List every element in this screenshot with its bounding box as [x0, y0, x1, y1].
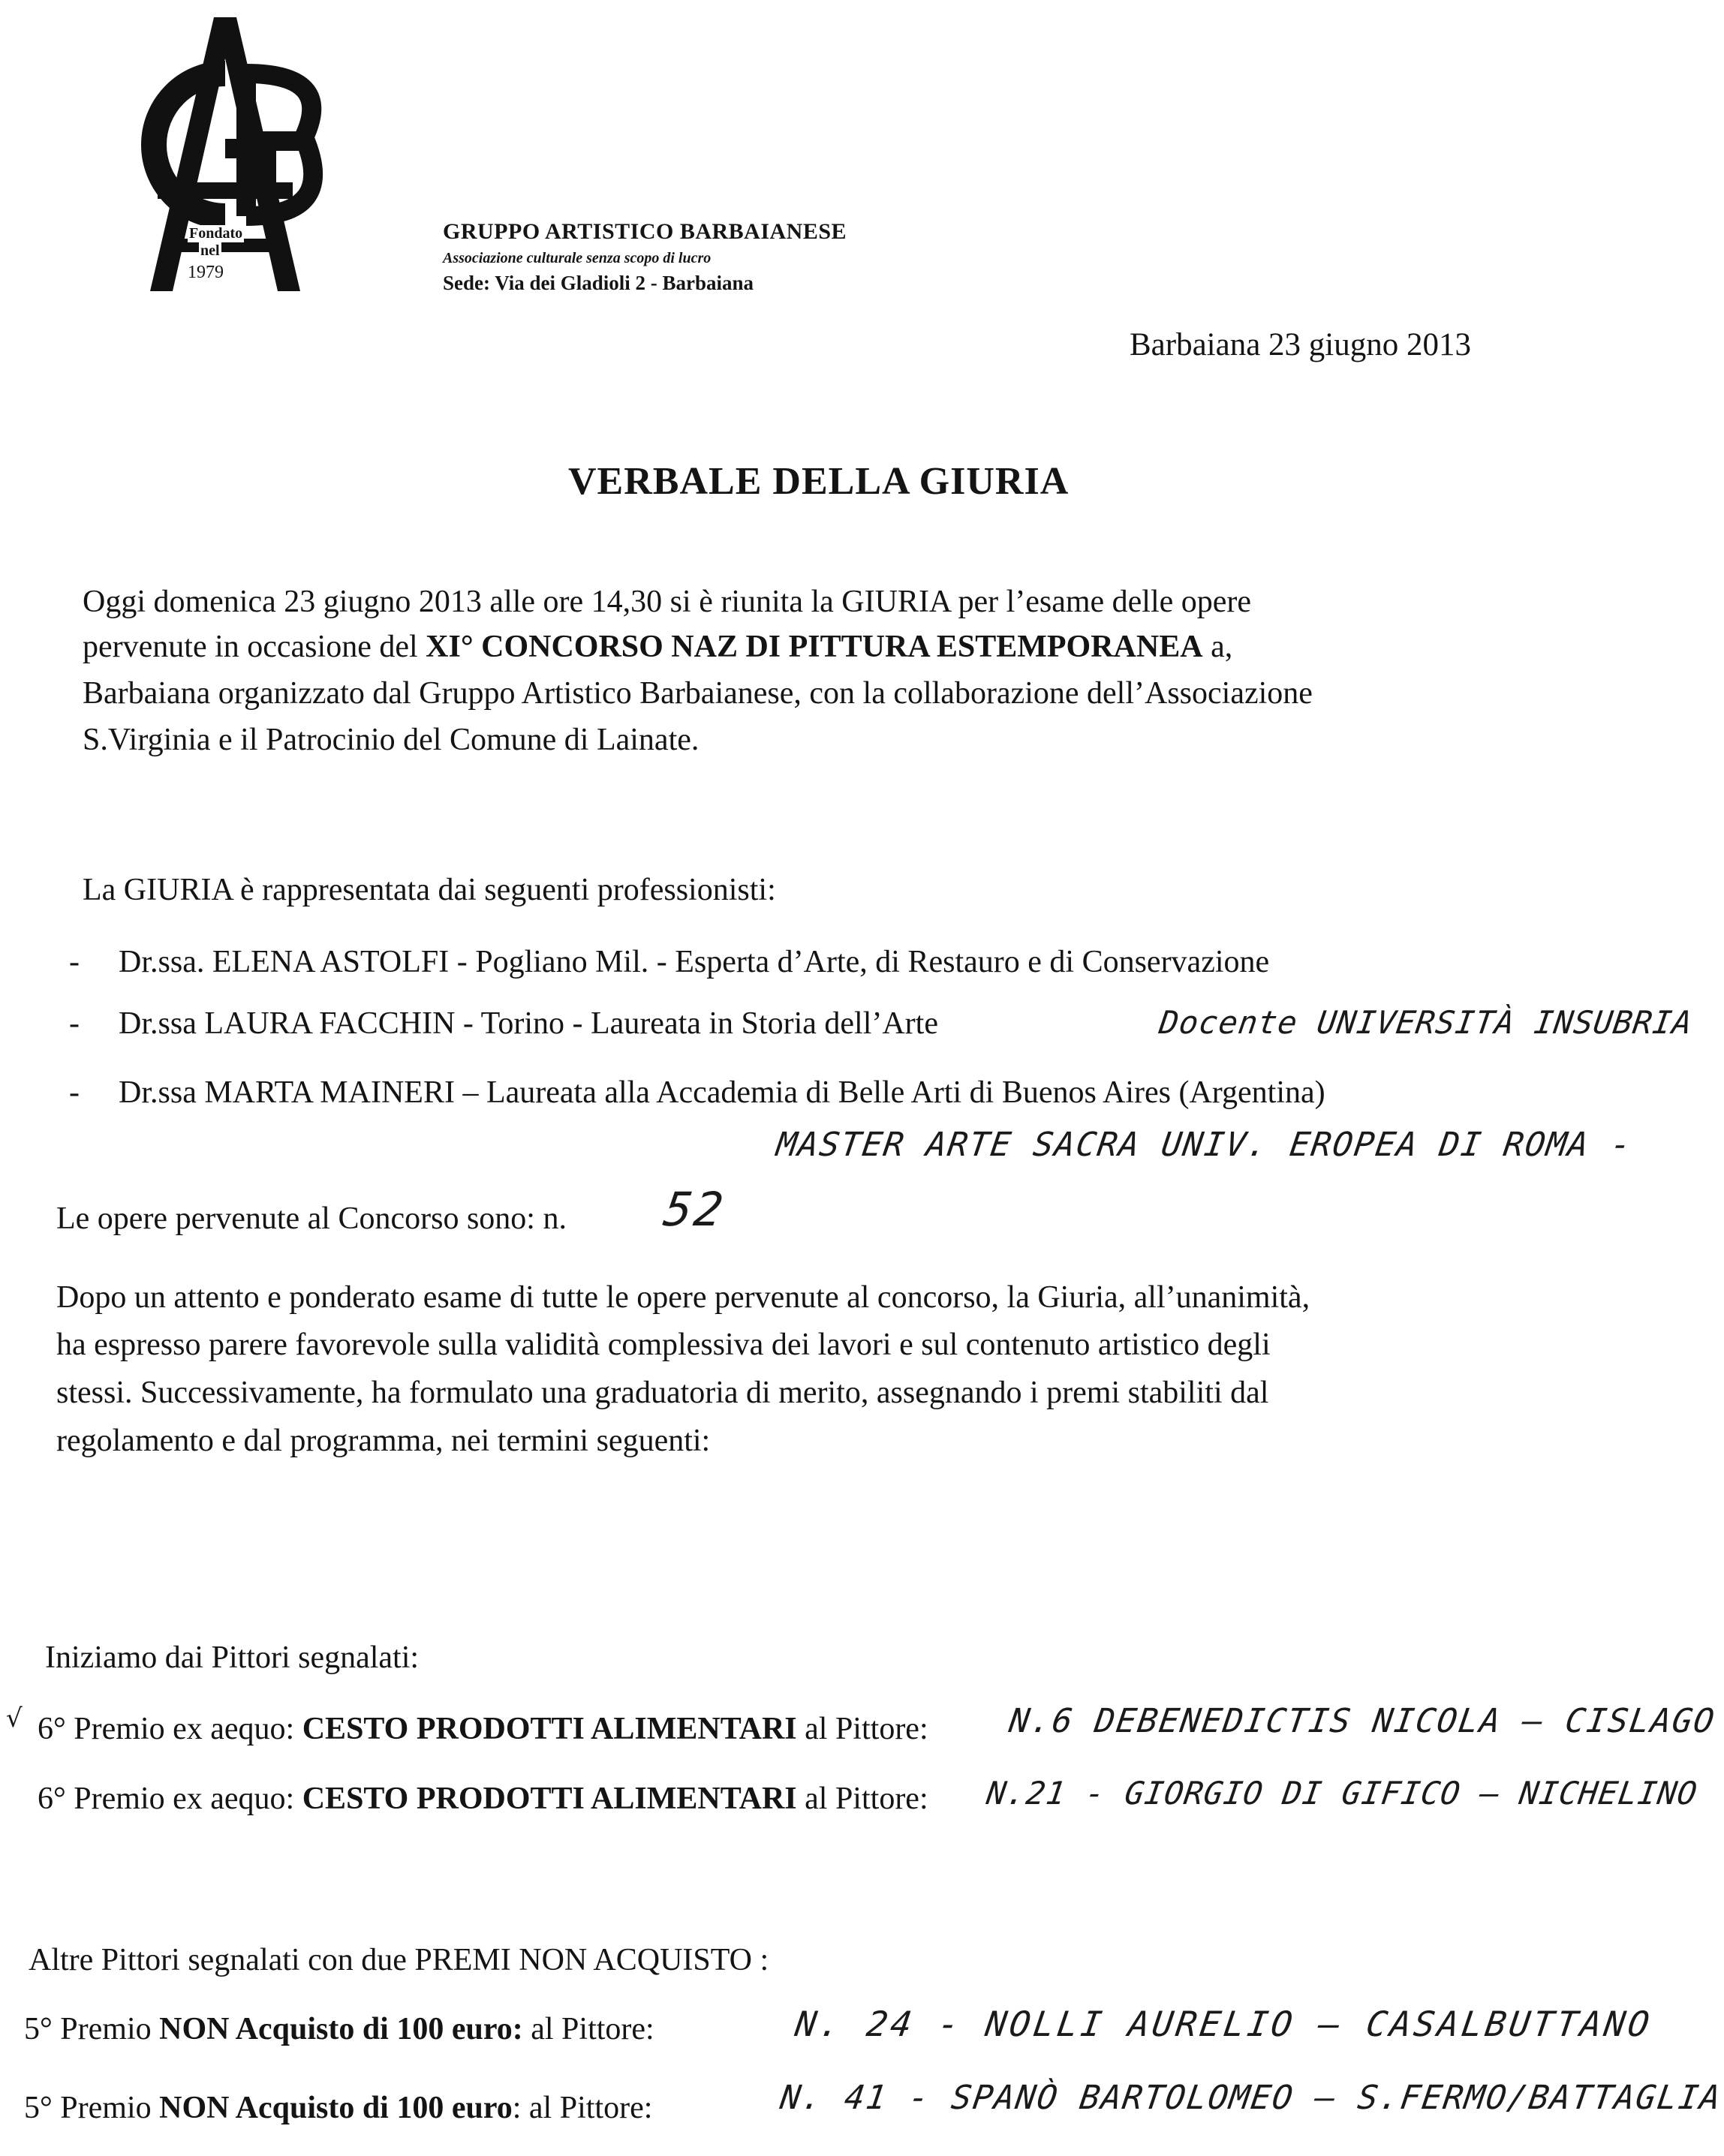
jury-member-3: Dr.ssa MARTA MAINERI – Laureata alla Accademia di Belle Arti di Buenos Aires (Argentina) — [119, 1075, 1325, 1110]
reported-prize-1-winner: N.6 DEBENEDICTIS NICOLA – CISLAGO — [1006, 1702, 1718, 1740]
easel-logo-graphic — [113, 14, 338, 314]
jury-member-1: Dr.ssa. ELENA ASTOLFI - Pogliano Mil. - Esperta d’Arte, di Restauro e di Conservazione — [119, 945, 1270, 979]
reported-intro: Iniziamo dai Pittori segnalati: — [45, 1640, 420, 1675]
org-subtitle: Associazione culturale senza scopo di lucro — [443, 250, 712, 266]
evaluation-line-1: Dopo un attento e ponderato esame di tutte le opere pervenute al concorso, la Giuria, all’unanimità, — [56, 1280, 1310, 1315]
intro-line-2: pervenute in occasione del XI° CONCORSO NAZ DI PITTURA ESTEMPORANEA a, — [83, 630, 1233, 664]
non-purchase-prize-1: 5° Premio NON Acquisto di 100 euro: al Pittore: — [24, 2012, 654, 2046]
non-purchase-prize-2-winner: N. 41 - SPANÒ BARTOLOMEO – S.FERMO/BATTAGLIA — [778, 2079, 1724, 2117]
jury-intro: La GIURIA è rappresentata dai seguenti professionisti: — [83, 873, 776, 907]
gab-logo — [113, 14, 338, 314]
evaluation-line-3: stessi. Successivamente, ha formulato una graduatoria di merito, assegnando i premi stabiliti dal — [56, 1376, 1269, 1410]
intro-line-4: S.Virginia e il Patrocinio del Comune di Lainate. — [83, 723, 700, 757]
org-name: GRUPPO ARTISTICO BARBAIANESE — [443, 219, 847, 244]
jury-member-3-bullet: - — [69, 1075, 80, 1110]
jury-member-2: Dr.ssa LAURA FACCHIN - Torino - Laureata in Storia dell’Arte — [119, 1006, 938, 1041]
reported-prize-1: 6° Premio ex aequo: CESTO PRODOTTI ALIMENTARI al Pittore: — [38, 1712, 928, 1746]
intro-line-1: Oggi domenica 23 giugno 2013 alle ore 14,30 si è riunita la GIURIA per l’esame delle opere — [83, 585, 1252, 619]
logo-founded-2: nel — [200, 242, 220, 259]
evaluation-line-2: ha espresso parere favorevole sulla validità complessiva dei lavori e sul contenuto artistico degli — [56, 1328, 1271, 1362]
evaluation-line-4: regolamento e dal programma, nei termini seguenti: — [56, 1424, 711, 1458]
jury-member-2-bullet: - — [69, 1006, 80, 1041]
logo-founded-3: 1979 — [188, 263, 224, 282]
non-purchase-prize-1-winner: N. 24 - NOLLI AURELIO – CASALBUTTANO — [793, 2004, 1655, 2044]
jury-member-3-handwritten-note: MASTER ARTE SACRA UNIV. EROPEA DI ROMA - — [774, 1126, 1635, 1164]
document-date: Barbaiana 23 giugno 2013 — [1130, 327, 1471, 362]
org-address: Sede: Via dei Gladioli 2 - Barbaiana — [443, 272, 754, 294]
reported-prize-2-winner: N.21 - GIORGIO DI GIFICO – NICHELINO — [984, 1775, 1700, 1812]
non-purchase-prize-2: 5° Premio NON Acquisto di 100 euro: al Pittore: — [24, 2091, 653, 2125]
non-purchase-intro: Altre Pittori segnalati con due PREMI NON ACQUISTO : — [29, 1943, 769, 1977]
document-title: VERBALE DELLA GIURIA — [568, 460, 1070, 503]
jury-member-2-handwritten-note: Docente UNIVERSITÀ INSUBRIA — [1157, 1004, 1695, 1041]
reported-prize-2: 6° Premio ex aequo: CESTO PRODOTTI ALIMENTARI al Pittore: — [38, 1782, 928, 1816]
works-count-label: Le opere pervenute al Concorso sono: n. — [56, 1201, 567, 1236]
checkmark-icon: √ — [6, 1703, 23, 1734]
jury-member-1-bullet: - — [69, 945, 80, 979]
logo-founded-1: Fondato — [189, 225, 243, 242]
works-count-value: 52 — [660, 1182, 729, 1237]
intro-line-3: Barbaiana organizzato dal Gruppo Artistico Barbaianese, con la collaborazione dell’Associazione — [83, 676, 1313, 711]
